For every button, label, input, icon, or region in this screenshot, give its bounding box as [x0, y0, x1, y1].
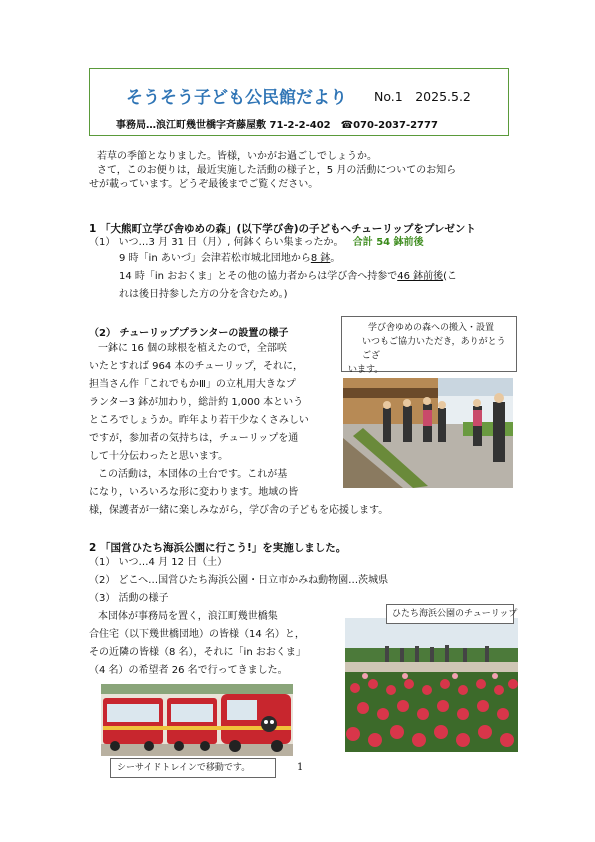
- section2-heading: 2 「国営ひたち海浜公園に行こう!」を実施しました。: [89, 542, 347, 554]
- intro-line-1: 若草の季節となりました。皆様，いかがお過ごしでしょうか。: [97, 151, 377, 162]
- line-9am-end: 。: [330, 253, 341, 264]
- train-photo-image: [101, 684, 293, 756]
- section1-item1: [89, 236, 424, 250]
- line-9am-text: 9 時「in あいづ」会津若松市城北団地から: [119, 253, 311, 264]
- s2-item-2: （2） どこへ…国営ひたち海浜公園・日立市かみね動物園…茨城県: [89, 575, 389, 586]
- line-14pm-text: 14 時「in おおくま」とその他の協力者からは学び舎へ持参で: [119, 271, 398, 282]
- callout-line-3: います。: [348, 365, 384, 375]
- page-number: 1: [297, 762, 304, 773]
- newsletter-title: そうそう子ども公民館だより: [126, 88, 347, 108]
- s1-body-6: して十分伝わったと思います。: [89, 451, 229, 462]
- section1-heading: 1 「大熊町立学び舎ゆめの森」(以下学び舎)の子どもへチューリップをプレゼント: [89, 223, 476, 235]
- photo-planter-setup: [343, 378, 513, 488]
- s2-body-2: その近隣の皆様（8 名），それに「in おおくま」: [89, 647, 306, 658]
- photo-seaside-train: [101, 684, 293, 756]
- s1-body-1: いたとすれば 964 本のチューリップ，それに，: [89, 361, 303, 372]
- s1-body-9: 様，保護者が一緒に楽しみながら，学び舎の子どもを応援します。: [89, 505, 389, 516]
- s2-body-0: 本団体が事務局を置く，浪江町幾世橋集: [98, 611, 278, 622]
- s2-item-3: （3） 活動の様子: [89, 593, 169, 604]
- s1-body-5: ですが，参加者の気持ちは，チューリップを通: [89, 433, 299, 444]
- photo-hitachi-tulips: [345, 618, 518, 752]
- item1-when: （1） いつ…3 月 31 日（月）, 何鉢くらい集まったか。: [89, 237, 344, 248]
- line-14pm: [119, 270, 457, 284]
- line-9am: [119, 252, 340, 266]
- item1-total: 合計 54 鉢前後: [352, 237, 424, 248]
- photo-caption-hitachi: ひたち海浜公園のチューリップ: [386, 604, 514, 624]
- intro-line-2: さて，このお便りは，最近実施した活動の様子と，5 月の活動についてのお知ら: [97, 165, 457, 176]
- s1-body-2: 担当さん作「これでもかⅢ」の立札用大きなプ: [89, 379, 296, 390]
- s1-body-4: ところでしょうか。昨年より若干少なくさみしい: [89, 415, 309, 426]
- line-14pm-end: (こ: [443, 271, 458, 282]
- s1-body-3: ランター3 鉢が加わり，総計約 1,000 本という: [89, 397, 304, 408]
- callout-line-2: いつもご協力いただき，ありがとうござ: [362, 337, 506, 361]
- s1-body-0: 一鉢に 16 個の球根を植えたので，全部咲: [98, 343, 287, 354]
- office-address: 事務局…浪江町幾世橋字斉藤屋敷 71-2-2-402 ☎070-2037-2777: [116, 120, 438, 131]
- callout-line-1: 学び舎ゆめの森への搬入・設置: [368, 323, 495, 333]
- line-14pm-count: 46 鉢前後: [397, 271, 444, 282]
- s2-body-3: （4 名）の希望者 26 名で行ってきました。: [89, 665, 288, 676]
- s1-body-8: になり，いろいろな形に変わります。地域の皆: [89, 487, 299, 498]
- line-9am-count: 8 鉢: [310, 253, 331, 264]
- tulip-photo-image: [345, 618, 518, 752]
- line-14pm-cont: れは後日持参した方の分を含むため。): [119, 289, 288, 300]
- planter-photo-image: [343, 378, 513, 488]
- s2-item-1: （1） いつ…4 月 12 日（土）: [89, 557, 228, 568]
- issue-number-date: No.1 2025.5.2: [374, 89, 471, 104]
- s2-body-1: 合住宅（以下幾世橋団地）の皆様（14 名）と，: [89, 629, 305, 640]
- photo-caption-train: シーサイドトレインで移動です。: [110, 758, 276, 778]
- section1-item2-heading: （2） チューリッププランターの設置の様子: [89, 328, 289, 339]
- callout-manabiya: [341, 316, 517, 375]
- s1-body-7: この活動は，本団体の土台です。これが基: [98, 469, 288, 480]
- intro-line-3: せが載っています。どうぞ最後までご覧ください。: [89, 179, 319, 190]
